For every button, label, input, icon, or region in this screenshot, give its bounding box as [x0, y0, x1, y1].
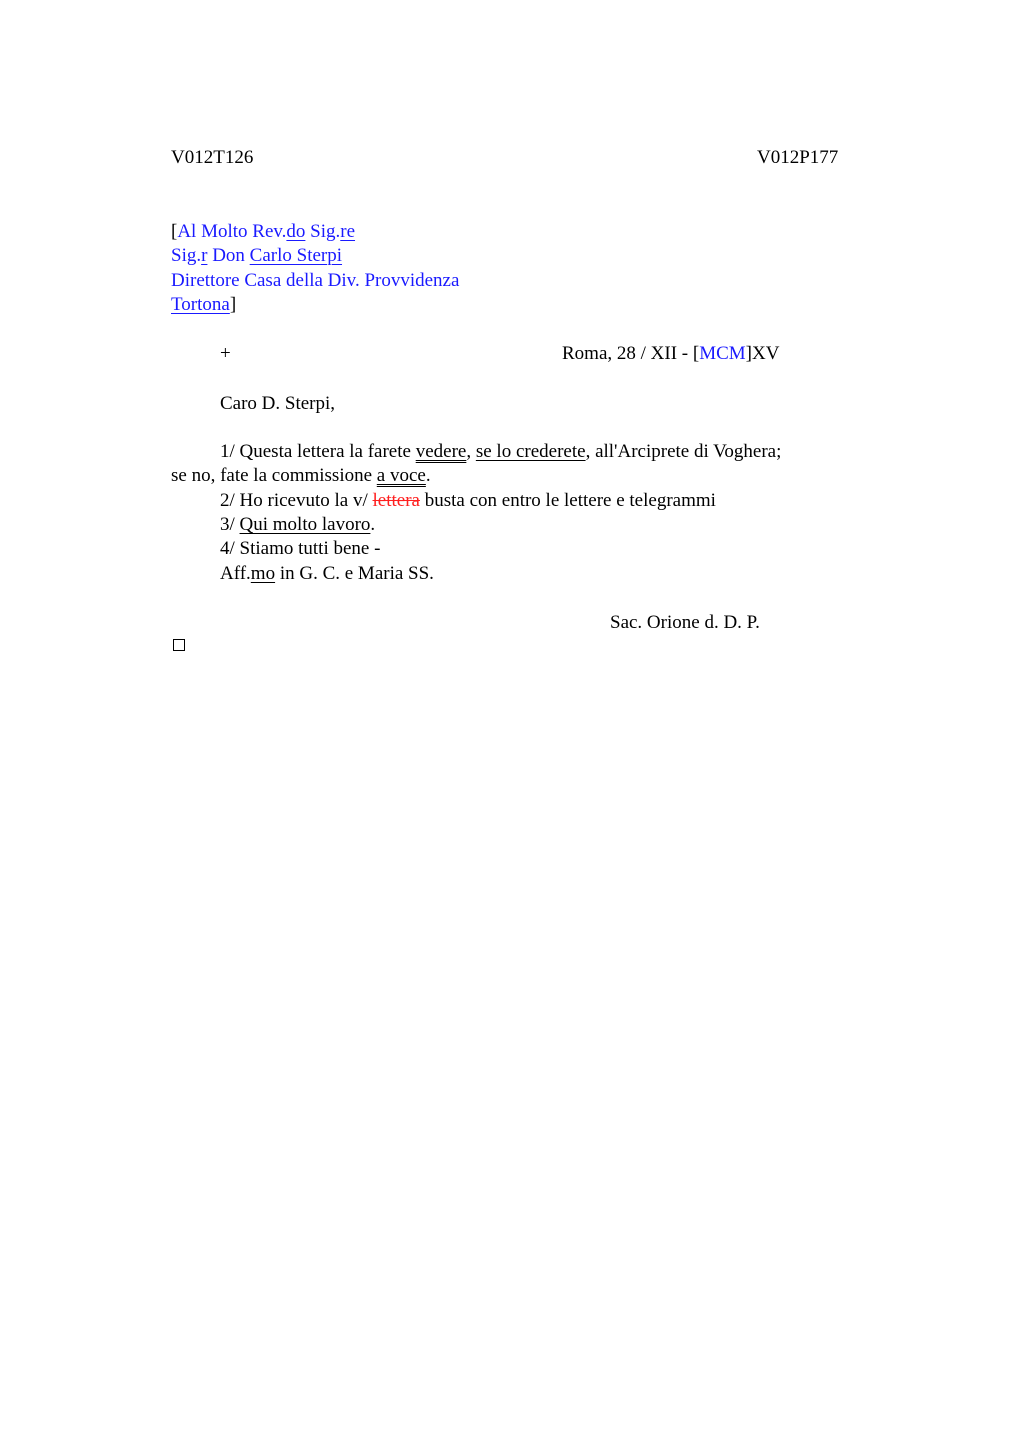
address-line-4: Tortona]: [171, 294, 237, 315]
end-marker-square-icon: [173, 639, 185, 651]
item-4: 4/ Stiamo tutti bene -: [220, 538, 381, 559]
address-line-1: [Al Molto Rev.do Sig.re: [171, 221, 356, 242]
dateline: Roma, 28 / XII - [MCM]XV: [562, 343, 780, 364]
item-1: 1/ Questa lettera la farete vedere, se lo crederete, all'Arciprete di Voghera;: [220, 441, 782, 462]
closing-line: Aff.mo in G. C. e Maria SS.: [220, 563, 434, 584]
address-line-3: Direttore Casa della Div. Provvidenza: [171, 270, 460, 291]
item-3: 3/ Qui molto lavoro.: [220, 514, 376, 535]
cross-symbol: +: [220, 343, 231, 364]
item-2: 2/ Ho ricevuto la v/ lettera busta con entro le lettere e telegrammi: [220, 490, 716, 511]
document-code-right: V012P177: [757, 147, 839, 168]
address-line-2: Sig.r Don Carlo Sterpi: [171, 245, 343, 266]
document-code-left: V012T126: [171, 147, 254, 168]
salutation: Caro D. Sterpi,: [220, 393, 336, 414]
item-1-continued: se no, fate la commissione a voce.: [171, 465, 431, 486]
signature: Sac. Orione d. D. P.: [610, 612, 760, 633]
